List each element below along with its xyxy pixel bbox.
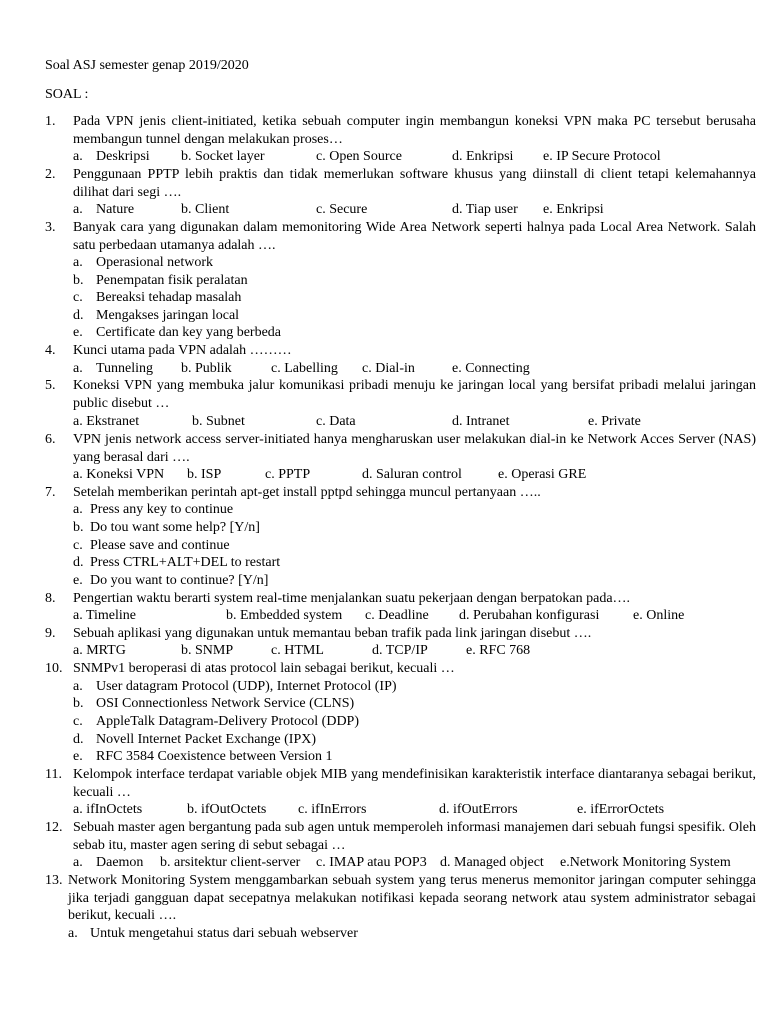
option-letter: d. [73,555,84,570]
question-text: VPN jenis network access server-initiated hanya mengharuskan user melakukan dial-in ke Network Acces Server (NAS) yang berasal dari …. [73,432,756,465]
option-c: c. ifInErrors [298,802,367,817]
option-text: Novell Internet Packet Exchange (IPX) [96,732,317,747]
option-text: AppleTalk Datagram-Delivery Protocol (DDP) [96,714,359,729]
option-a: a. Ekstranet [73,414,140,429]
option-b [73,272,756,290]
options-row [0,801,768,819]
option-a: a. MRTG [73,643,126,658]
option-b: b. arsitektur client-server [160,855,301,870]
option-text: Penempatan fisik peralatan [96,273,248,288]
option-text: Mengakses jaringan local [96,308,240,323]
option-text: Press CTRL+ALT+DEL to restart [90,555,281,570]
option-e: e. IP Secure Protocol [543,149,661,164]
option-text: Certificate dan key yang berbeda [96,325,282,340]
question-number: 11. [45,767,62,782]
options-row [0,413,768,431]
option-c: c. PPTP [265,467,311,482]
question-number: 7. [45,485,56,500]
option-letter: a. [73,149,83,164]
option-b: b. Embedded system [226,608,343,623]
option-text: RFC 3584 Coexistence between Version 1 [96,749,333,764]
option-a [73,678,756,696]
question-number: 5. [45,378,56,393]
option-text: Do tou want some help? [Y/n] [90,520,260,535]
question-text: Network Monitoring System menggambarkan sebuah system yang terus menerus memonitor jaringan computer sehingga jika terjadi gangguan dapat secepatnya melakukan notifikasi kepada seorang network atau system administrator sebagai berikut, kecuali …. [68,873,756,924]
option-letter: a. [73,361,83,376]
option-d: d. TCP/IP [372,643,428,658]
option-letter: a. [73,855,83,870]
option-letter: e. [73,325,83,340]
option-d: d. Enkripsi [452,149,514,164]
option-e: e. Private [588,414,641,429]
options-row [0,607,768,625]
section-label: SOAL : [45,87,89,102]
question-text: Pada VPN jenis client-initiated, ketika sebuah computer ingin membangun koneksi VPN maka PC tersebut berusaha membangun tunnel dengan melakukan proses… [73,114,756,147]
option-e: e. ifErrorOctets [577,802,665,817]
option-b: b. ifOutOctets [187,802,267,817]
option-d [73,554,756,572]
option-text: Operasional network [96,255,214,270]
option-c [73,713,756,731]
option-letter: b. [73,696,84,711]
option-a [68,925,751,943]
option-d: d. Perubahan konfigurasi [459,608,600,623]
option-c: c. Labelling [271,361,338,376]
option-d: c. Dial-in [362,361,415,376]
question-number: 3. [45,220,56,235]
question-text: Sebuah master agen bergantung pada sub agen untuk memperoleh informasi manajemen dari sebuah fungsi spesifik. Oleh sebab itu, master agen sering di sebut sebagai … [73,820,756,853]
option-c: c. Deadline [365,608,429,623]
option-letter: a. [73,679,83,694]
option-c [73,289,756,307]
option-b: b. Client [181,202,230,217]
option-a [73,254,756,272]
option-d: d. Managed object [440,855,544,870]
option-b: b. Publik [181,361,232,376]
option-d [73,307,756,325]
option-a: Deskripsi [96,149,150,164]
option-d [73,731,756,749]
option-text: Do you want to continue? [Y/n] [90,573,269,588]
option-letter: d. [73,732,84,747]
option-letter: a. [73,502,83,517]
question-number: 13. [45,873,63,888]
option-e: e. Operasi GRE [498,467,587,482]
option-letter: b. [73,273,84,288]
option-letter: e. [73,749,83,764]
option-a: a. Timeline [73,608,137,623]
option-b: b. SNMP [181,643,234,658]
question-text: Sebuah aplikasi yang digunakan untuk memantau beban trafik pada link jaringan disebut …. [73,626,592,641]
option-c: c. Secure [316,202,368,217]
question-number: 10. [45,661,63,676]
option-e: e. Online [633,608,685,623]
options-row [0,466,768,484]
option-b [73,519,756,537]
option-letter: a. [73,202,83,217]
option-letter: c. [73,290,83,305]
option-a: a. Koneksi VPN [73,467,165,482]
options-row [0,854,768,872]
option-c: c. Open Source [316,149,402,164]
option-c: c. HTML [271,643,324,658]
option-c: c. Data [316,414,356,429]
question-text: Setelah memberikan perintah apt-get install pptpd sehingga muncul pertanyaan ….. [73,485,541,500]
option-text: OSI Connectionless Network Service (CLNS) [96,696,355,711]
question-number: 6. [45,432,56,447]
option-c: c. IMAP atau POP3 [316,855,427,870]
option-b: b. Subnet [192,414,245,429]
option-c [73,537,756,555]
question-text: Penggunaan PPTP lebih praktis dan tidak memerlukan software khusus yang diinstall di client tetapi kelemahannya dilihat dari segi …. [73,167,756,200]
options-row [0,201,768,219]
option-text: User datagram Protocol (UDP), Internet Protocol (IP) [96,679,397,694]
question-number: 12. [45,820,63,835]
option-e: e. RFC 768 [466,643,531,658]
option-letter: a. [68,926,78,941]
option-letter: b. [73,520,84,535]
option-letter: e. [73,573,83,588]
option-d: d. Tiap user [452,202,518,217]
option-e [73,748,756,766]
option-letter: c. [73,714,83,729]
option-e [73,572,756,590]
option-d: d. Intranet [452,414,510,429]
option-letter: d. [73,308,84,323]
options-row [0,148,768,166]
option-letter: a. [73,255,83,270]
option-b [73,695,756,713]
question-text: Kunci utama pada VPN adalah ……… [73,343,292,358]
option-a: Tunneling [96,361,154,376]
option-d: d. ifOutErrors [439,802,518,817]
option-text: Bereaksi tehadap masalah [96,290,242,305]
question-text: SNMPv1 beroperasi di atas protocol lain sebagai berikut, kecuali … [73,661,455,676]
question-text: Kelompok interface terdapat variable objek MIB yang mendefinisikan karakteristik interface diantaranya sebagai berikut, kecuali … [73,767,756,800]
option-a [73,501,756,519]
option-e: e. Connecting [452,361,530,376]
option-e: e. Enkripsi [543,202,604,217]
option-a: a. ifInOctets [73,802,143,817]
option-text: Please save and continue [90,538,230,553]
question-text: Pengertian waktu berarti system real-time menjalankan suatu pekerjaan dengan berpatokan pada…. [73,591,631,606]
question-number: 9. [45,626,56,641]
option-letter: c. [73,538,83,553]
question-text: Banyak cara yang digunakan dalam memonitoring Wide Area Network seperti halnya pada Local Area Network. Salah satu perbedaan utamanya adalah …. [73,220,756,253]
option-e: e.Network Monitoring System [560,855,731,870]
question-number: 4. [45,343,56,358]
options-row [0,642,768,660]
document-title: Soal ASJ semester genap 2019/2020 [45,58,249,73]
option-e [73,324,756,342]
option-text: Untuk mengetahui status dari sebuah webserver [90,926,358,941]
option-a: Nature [96,202,135,217]
option-text: Press any key to continue [90,502,234,517]
option-b: b. Socket layer [181,149,265,164]
question-number: 1. [45,114,56,129]
question-text: Koneksi VPN yang membuka jalur komunikasi pribadi menuju ke jaringan local yang bersifat pribadi melalui jaringan public disebut … [73,378,756,411]
option-b: b. ISP [187,467,222,482]
options-row [0,360,768,378]
option-d: d. Saluran control [362,467,462,482]
question-number: 8. [45,591,56,606]
question-number: 2. [45,167,56,182]
option-a: Daemon [96,855,144,870]
